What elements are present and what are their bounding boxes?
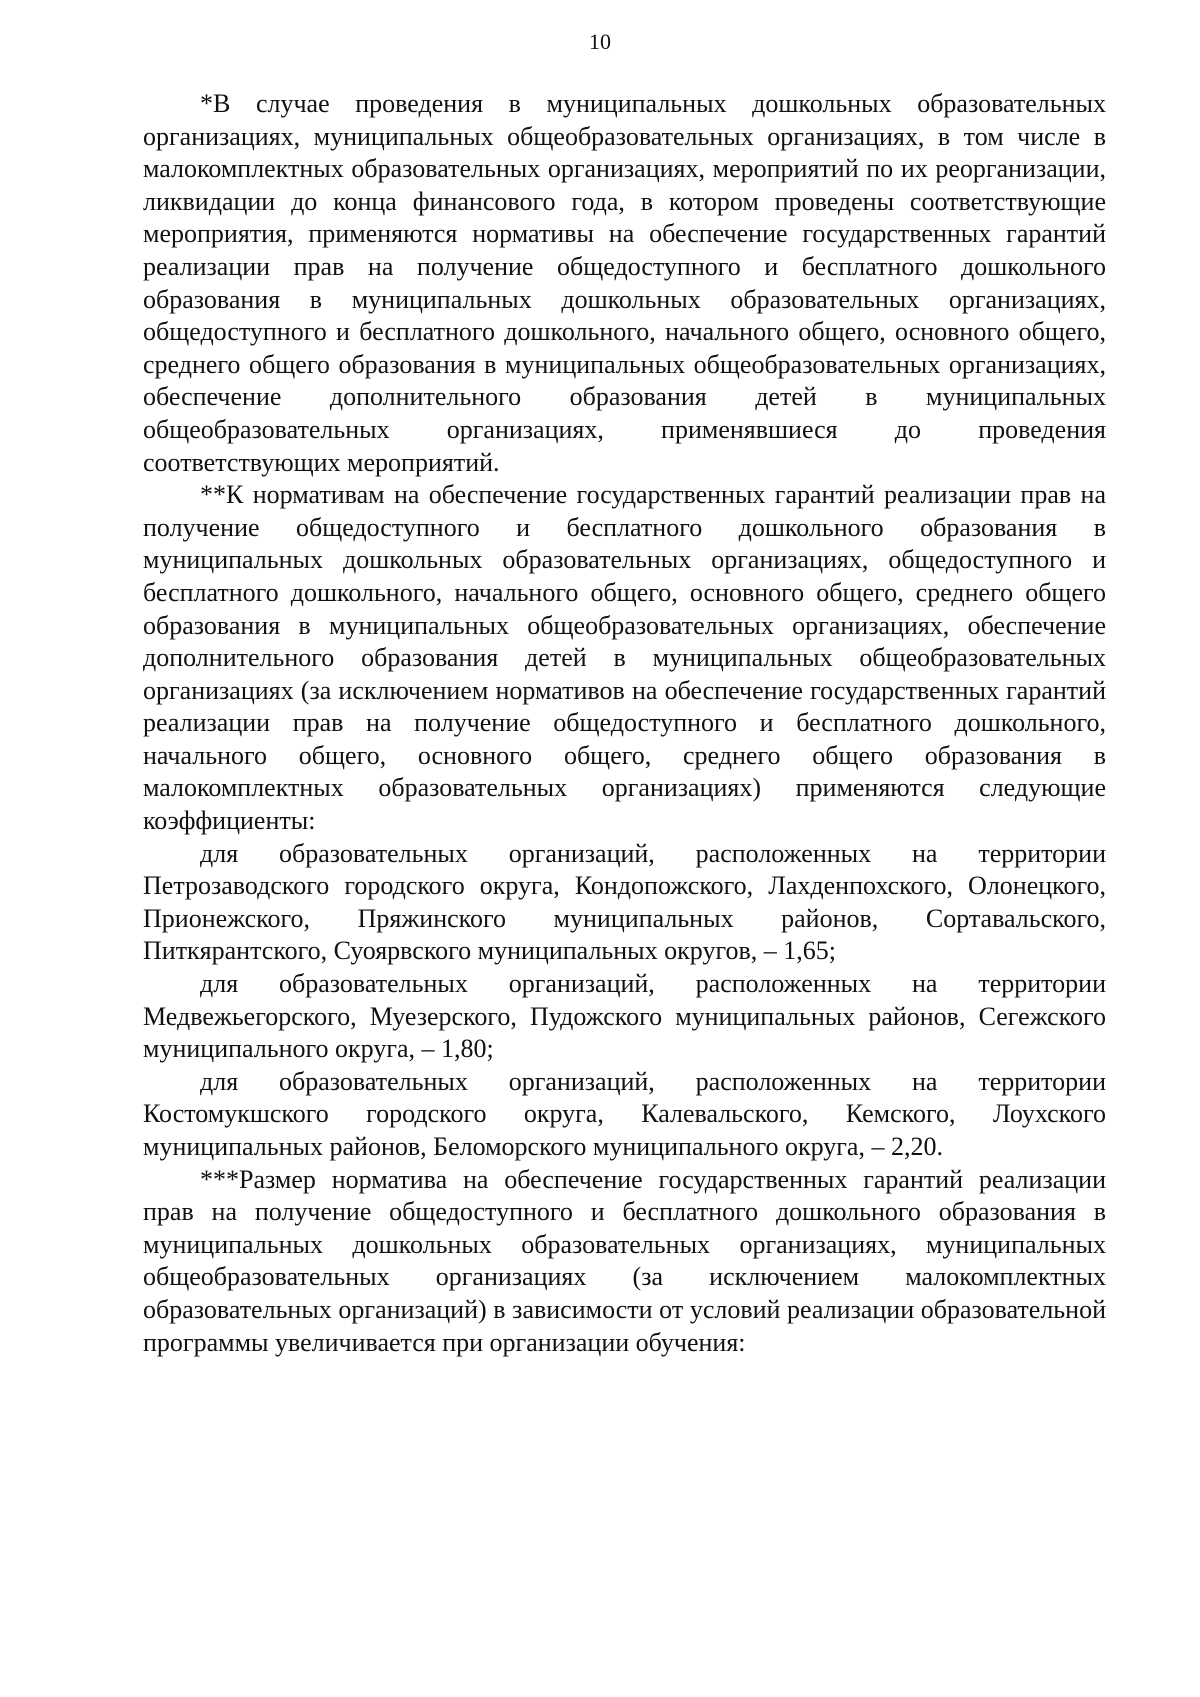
coefficient-item-2-20: для образовательных организаций, расположенных на территории Костомукшского городского округа, Калевальского, Кемского, Лоухского муниципальных районов, Беломорского муниципального округа, – 2,20.: [143, 1066, 1106, 1161]
footnote-double-asterisk: **К нормативам на обеспечение государственных гарантий реализации прав на получение общедоступного и бесплатного дошкольного образования в муниципальных дошкольных образовательных организациях, общедоступного и бесплатного дошкольного, начального общего, основного общего, среднего общего образования в муниципальных общеобразовательных организациях, обеспечение дополнительного образования детей в муниципальных общеобразовательных организациях (за исключением нормативов на обеспечение государственных гарантий реализации прав на получение общедоступного и бесплатного дошкольного, начального общего, основного общего, среднего общего образования в малокомплектных образовательных организациях) применяются следующие коэффициенты:: [143, 480, 1106, 836]
coefficient-item-1-65: для образовательных организаций, расположенных на территории Петрозаводского городского округа, Кондопожского, Лахденпохского, Олонецкого, Прионежского, Пряжинского муниципальных районов, Сортавальского, Питкярантского, Суоярвского муниципальных округов, – 1,65;: [143, 838, 1106, 966]
footnote-single-asterisk: *В случае проведения в муниципальных дошкольных образовательных организациях, муниципальных общеобразовательных организациях, в том числе в малокомплектных образовательных организациях, мероприятий по их реорганизации, ликвидации до конца финансового года, в котором проведены соответствующие мероприятия, применяются нормативы на обеспечение государственных гарантий реализации прав на получение общедоступного и бесплатного дошкольного образования в муниципальных дошкольных образовательных организациях, общедоступного и бесплатного дошкольного, начального общего, основного общего, среднего общего образования в муниципальных общеобразовательных организациях, обеспечение дополнительного образования детей в муниципальных общеобразовательных организациях, применявшиеся до проведения соответствующих мероприятий.: [143, 89, 1106, 477]
page-number: 10: [589, 29, 611, 54]
coefficient-item-1-80: для образовательных организаций, расположенных на территории Медвежьегорского, Муезерского, Пудожского муниципальных районов, Сегежского муниципального округа, – 1,80;: [143, 969, 1106, 1064]
footnote-triple-asterisk: ***Размер норматива на обеспечение государственных гарантий реализации прав на получение общедоступного и бесплатного дошкольного образования в муниципальных дошкольных образовательных организациях, муниципальных общеобразовательных организациях (за исключением малокомплектных образовательных организаций) в зависимости от условий реализации образовательной программы увеличивается при организации обучения:: [143, 1164, 1106, 1357]
document-body: [143, 88, 1106, 1359]
